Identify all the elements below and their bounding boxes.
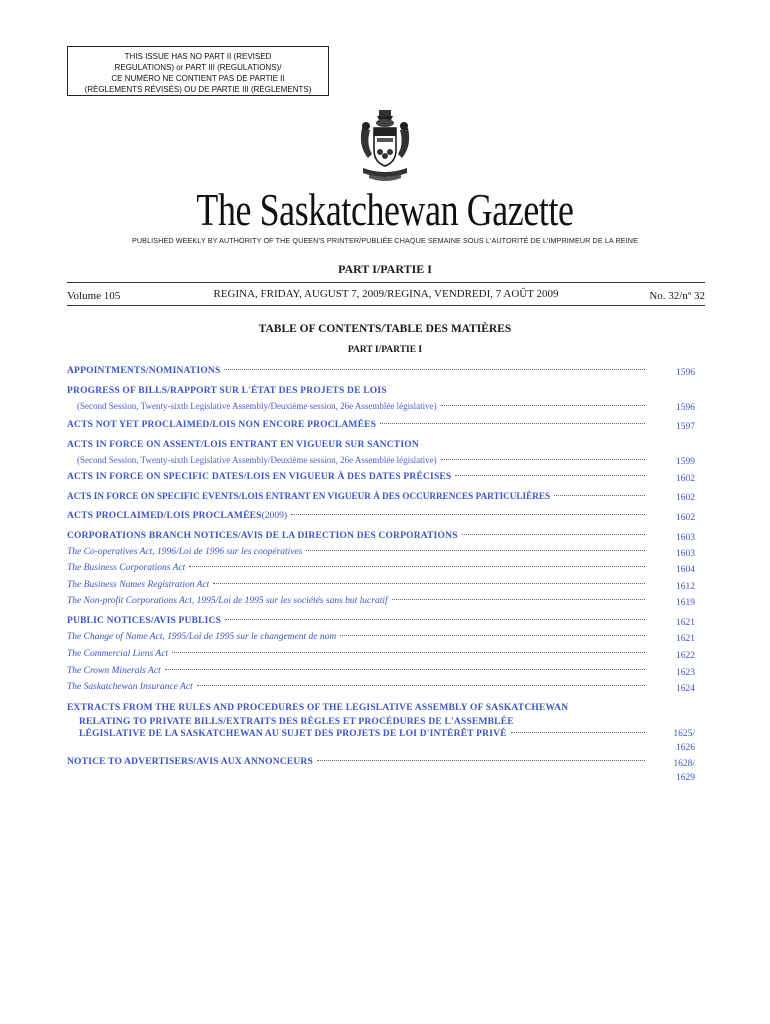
leader-dots bbox=[225, 619, 645, 620]
toc-page-number-start[interactable]: 1628/ bbox=[673, 759, 695, 769]
toc-entry-acts-not-proclaimed[interactable] bbox=[67, 420, 697, 435]
leader-dots bbox=[554, 495, 645, 496]
coat-of-arms-icon bbox=[357, 108, 413, 182]
leader-dots bbox=[317, 760, 645, 761]
toc-page-number[interactable]: 1599 bbox=[676, 457, 695, 467]
toc-entry-label[interactable]: ACTS NOT YET PROCLAIMED/LOIS NON ENCORE PROCLAMÉES bbox=[67, 420, 377, 430]
toc-entry-specific-events[interactable] bbox=[67, 491, 697, 506]
toc-page-number[interactable]: 1602 bbox=[676, 493, 695, 503]
toc-entry-label-line-3[interactable]: LÉGISLATIVE DE LA SASKATCHEWAN AU SUJET DES PROJETS DE LOI D'INTÉRÊT PRIVÉ bbox=[79, 729, 507, 739]
dateline: REGINA, FRIDAY, AUGUST 7, 2009/REGINA, VENDREDI, 7 AOÛT 2009 bbox=[213, 288, 559, 300]
leader-dots bbox=[197, 685, 645, 686]
toc-entry-label[interactable]: APPOINTMENTS/NOMINATIONS bbox=[67, 366, 221, 376]
toc-entry-cooperatives-act[interactable] bbox=[67, 547, 697, 562]
toc-page-number[interactable]: 1597 bbox=[676, 422, 695, 432]
volume-number: Volume 105 bbox=[67, 290, 121, 302]
toc-entry-commercial-liens-act[interactable] bbox=[67, 649, 697, 664]
toc-page-number-end: 1626 bbox=[676, 743, 695, 753]
toc-entry-crown-minerals-act[interactable] bbox=[67, 666, 697, 681]
toc-entry-public-notices[interactable] bbox=[67, 616, 697, 631]
volume-line bbox=[67, 288, 705, 302]
leader-dots bbox=[511, 732, 645, 733]
toc-entry-label[interactable]: ACTS IN FORCE ON ASSENT/LOIS ENTRANT EN VIGUEUR SUR SANCTION bbox=[67, 440, 419, 450]
toc-page-number-end: 1629 bbox=[676, 773, 695, 783]
toc-page-number[interactable]: 1596 bbox=[676, 368, 695, 378]
leader-dots bbox=[441, 405, 645, 406]
toc-entry-label[interactable]: PUBLIC NOTICES/AVIS PUBLICS bbox=[67, 616, 222, 626]
toc-entry-appointments[interactable] bbox=[67, 366, 697, 381]
toc-page-number[interactable]: 1622 bbox=[676, 651, 695, 661]
toc-entry-label-line-2[interactable]: RELATING TO PRIVATE BILLS/EXTRAITS DES RÈGLES ET PROCÉDURES DE L'ASSEMBLÉE bbox=[79, 717, 514, 727]
toc-entry-non-profit-act[interactable] bbox=[67, 596, 697, 611]
leader-dots bbox=[165, 669, 645, 670]
toc-page-number[interactable]: 1624 bbox=[676, 684, 695, 694]
toc-entry-business-corporations-act[interactable] bbox=[67, 563, 697, 578]
leader-dots bbox=[455, 475, 645, 476]
publisher-line: PUBLISHED WEEKLY BY AUTHORITY OF THE QUEEN'S PRINTER/PUBLIÉE CHAQUE SEMAINE SOUS L'AUTORITÉ DE L'IMPRIMEUR DE LA REINE bbox=[132, 236, 638, 245]
toc-entry-label[interactable]: The Crown Minerals Act bbox=[67, 666, 161, 676]
toc-entry-sublabel: (Second Session, Twenty-sixth Legislative Assembly/Deuxième session, 26e Assemblée législative) bbox=[77, 401, 437, 411]
notice-line-3: CE NUMÉRO NE CONTIENT PAS DE PARTIE II bbox=[111, 74, 285, 83]
toc-page-number[interactable]: 1604 bbox=[676, 565, 695, 575]
part-heading: PART I/PARTIE I bbox=[338, 262, 432, 276]
toc-entry-acts-proclaimed[interactable] bbox=[67, 511, 697, 526]
leader-dots bbox=[380, 423, 645, 424]
toc-entry-label[interactable]: The Business Corporations Act bbox=[67, 563, 186, 573]
masthead-title: The Saskatchewan Gazette bbox=[196, 184, 574, 235]
divider-bottom bbox=[67, 305, 705, 306]
toc-entry-business-names-act[interactable] bbox=[67, 580, 697, 595]
toc-entry-sublabel: (Second Session, Twenty-sixth Legislative Assembly/Deuxième session, 26e Assemblée législative) bbox=[77, 455, 437, 465]
toc-entry-label[interactable]: ACTS IN FORCE ON SPECIFIC EVENTS/LOIS ENTRANT EN VIGUEUR À DES OCCURRENCES PARTICULIÈRES bbox=[67, 491, 551, 501]
toc-entry-label[interactable]: CORPORATIONS BRANCH NOTICES/AVIS DE LA DIRECTION DES CORPORATIONS bbox=[67, 531, 458, 541]
toc-entry-progress-of-bills[interactable] bbox=[67, 386, 697, 416]
toc-entry-acts-on-assent[interactable] bbox=[67, 440, 697, 470]
leader-dots bbox=[172, 652, 645, 653]
toc-entry-label[interactable]: The Co-operatives Act, 1996/Loi de 1996 sur les coopératives bbox=[67, 547, 303, 557]
toc-entry-saskatchewan-insurance-act[interactable] bbox=[67, 682, 697, 697]
toc-entry-label[interactable]: The Change of Name Act, 1995/Loi de 1995 sur le changement de nom bbox=[67, 632, 337, 642]
toc-entry-label[interactable]: The Saskatchewan Insurance Act bbox=[67, 682, 193, 692]
toc-entry-label-line-1[interactable]: EXTRACTS FROM THE RULES AND PROCEDURES OF THE LEGISLATIVE ASSEMBLY OF SASKATCHEWAN bbox=[67, 703, 569, 713]
toc-entry-year: (2009) bbox=[261, 511, 287, 521]
leader-dots bbox=[224, 369, 645, 370]
toc-page-number[interactable]: 1621 bbox=[676, 634, 695, 644]
leader-dots bbox=[441, 459, 645, 460]
toc-page-number-start[interactable]: 1625/ bbox=[673, 729, 695, 739]
divider-top bbox=[67, 282, 705, 283]
toc-entry-label[interactable]: PROGRESS OF BILLS/RAPPORT SUR L'ÉTAT DES PROJETS DE LOIS bbox=[67, 386, 387, 396]
toc-entry-specific-dates[interactable] bbox=[67, 472, 697, 487]
notice-line-2: REGULATIONS) or PART III (REGULATIONS)/ bbox=[114, 63, 282, 72]
toc-page-number[interactable]: 1602 bbox=[676, 513, 695, 523]
toc-title: TABLE OF CONTENTS/TABLE DES MATIÈRES bbox=[258, 323, 512, 335]
toc-page-number[interactable]: 1621 bbox=[676, 618, 695, 628]
toc-page-number[interactable]: 1603 bbox=[676, 549, 695, 559]
leader-dots bbox=[306, 550, 645, 551]
leader-dots bbox=[291, 514, 645, 515]
leader-dots bbox=[392, 599, 645, 600]
toc-entry-label[interactable]: ACTS IN FORCE ON SPECIFIC DATES/LOIS EN VIGUEUR À DES DATES PRÉCISES bbox=[67, 472, 452, 482]
toc-entry-label[interactable]: The Commercial Liens Act bbox=[67, 649, 169, 659]
notice-box bbox=[67, 46, 329, 96]
leader-dots bbox=[340, 635, 645, 636]
toc-entry-label[interactable]: ACTS PROCLAIMED/LOIS PROCLAMÉES bbox=[67, 511, 262, 521]
notice-line-4: (RÈGLEMENTS RÉVISÉS) OU DE PARTIE III (RÈGLEMENTS) bbox=[84, 85, 312, 94]
toc-entry-change-of-name-act[interactable] bbox=[67, 632, 697, 647]
leader-dots bbox=[189, 566, 645, 567]
notice-line-1: THIS ISSUE HAS NO PART II (REVISED bbox=[124, 52, 272, 61]
toc-entry-corporations-branch[interactable] bbox=[67, 531, 697, 546]
toc-page-number[interactable]: 1623 bbox=[676, 668, 695, 678]
toc-page-number[interactable]: 1603 bbox=[676, 533, 695, 543]
toc-entry-notice-to-advertisers[interactable] bbox=[67, 757, 697, 783]
toc-subtitle: PART I/PARTIE I bbox=[347, 345, 423, 355]
toc-page-number[interactable]: 1596 bbox=[676, 403, 695, 413]
toc-entry-private-bills-extracts[interactable] bbox=[67, 701, 697, 753]
leader-dots bbox=[213, 583, 645, 584]
toc-entry-label[interactable]: The Business Names Registration Act bbox=[67, 580, 210, 590]
toc-page-number[interactable]: 1619 bbox=[676, 598, 695, 608]
toc-entry-label[interactable]: The Non-profit Corporations Act, 1995/Loi de 1995 sur les sociétés sans but lucratif bbox=[67, 596, 388, 606]
issue-number: No. 32/nº 32 bbox=[649, 290, 705, 302]
leader-dots bbox=[462, 534, 645, 535]
toc-entry-label[interactable]: NOTICE TO ADVERTISERS/AVIS AUX ANNONCEURS bbox=[67, 757, 313, 767]
toc-page-number[interactable]: 1612 bbox=[676, 582, 695, 592]
toc-page-number[interactable]: 1602 bbox=[676, 474, 695, 484]
